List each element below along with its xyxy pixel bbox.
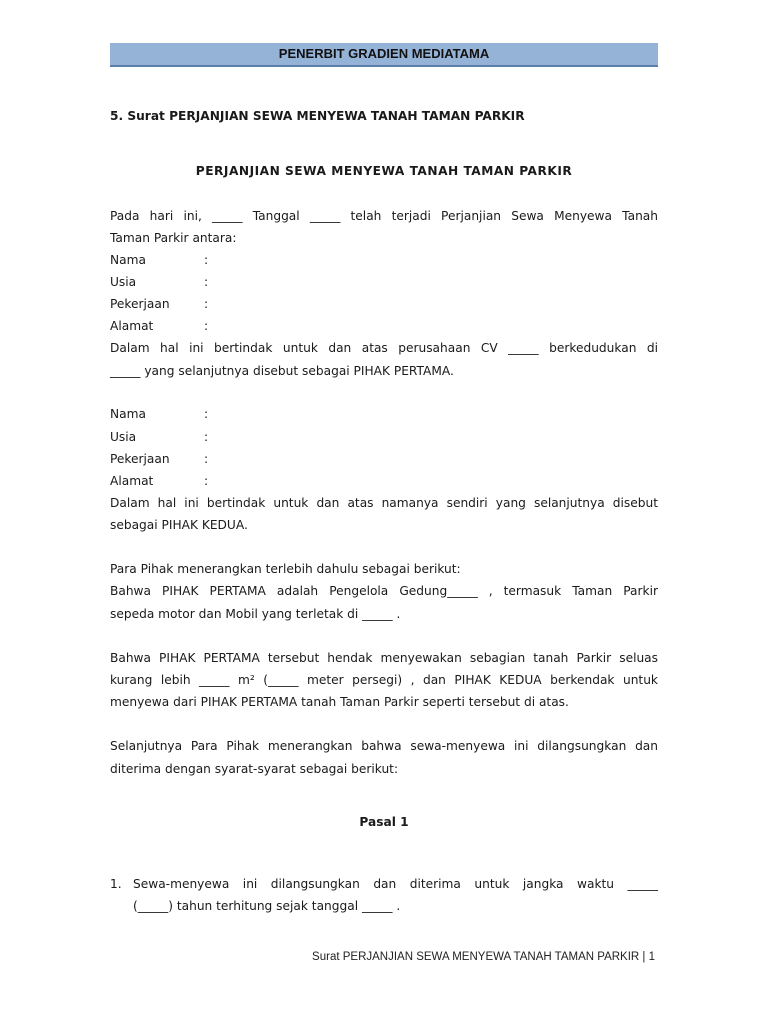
party2-field-usia: Usia : (110, 430, 209, 444)
publisher-header: PENERBIT GRADIEN MEDIATAMA (110, 43, 658, 67)
section-title: 5. Surat PERJANJIAN SEWA MENYEWA TANAH TAMAN PARKIR (110, 109, 525, 123)
recital1-line-2: sepeda motor dan Mobil yang terletak di _____ . (110, 607, 401, 621)
party1-field-pekerjaan: Pekerjaan : (110, 297, 209, 311)
party1-desc-line-1: Dalam hal ini bertindak untuk dan atas perusahaan CV _____ berkedudukan di (110, 341, 658, 355)
party2-field-alamat: Alamat : (110, 474, 209, 488)
party2-field-pekerjaan: Pekerjaan : (110, 452, 209, 466)
page-footer: Surat PERJANJIAN SEWA MENYEWA TANAH TAMAN PARKIR | 1 (312, 951, 655, 963)
intro-line-1: Pada hari ini, _____ Tanggal _____ telah terjadi Perjanjian Sewa Menyewa Tanah (110, 209, 658, 223)
recital3-line-2: diterima dengan syarat-syarat sebagai berikut: (110, 762, 399, 776)
party1-field-alamat: Alamat : (110, 319, 209, 333)
pasal-item-number: 1. (110, 877, 122, 891)
recital3-line-1: Selanjutnya Para Pihak menerangkan bahwa sewa-menyewa ini dilangsungkan dan (110, 739, 658, 753)
party2-desc-line-1: Dalam hal ini bertindak untuk dan atas namanya sendiri yang selanjutnya disebut (110, 496, 658, 510)
recitals-intro: Para Pihak menerangkan terlebih dahulu sebagai berikut: (110, 562, 461, 576)
intro-line-2: Taman Parkir antara: (110, 231, 237, 245)
party1-desc-line-2: _____ yang selanjutnya disebut sebagai PIHAK PERTAMA. (110, 364, 454, 378)
pasal-title: Pasal 1 (359, 815, 409, 829)
recital2-line-2: kurang lebih _____ m² (_____ meter persegi) , dan PIHAK KEDUA berkendak untuk (110, 673, 658, 687)
pasal-item-line-1: Sewa-menyewa ini dilangsungkan dan diterima untuk jangka waktu _____ (133, 877, 658, 891)
recital1-line-1: Bahwa PIHAK PERTAMA adalah Pengelola Gedung_____ , termasuk Taman Parkir (110, 584, 658, 598)
party2-field-nama: Nama : (110, 407, 209, 421)
party2-desc-line-2: sebagai PIHAK KEDUA. (110, 518, 248, 532)
recital2-line-3: menyewa dari PIHAK PERTAMA tanah Taman Parkir seperti tersebut di atas. (110, 695, 569, 709)
party1-field-nama: Nama : (110, 253, 209, 267)
document-title: PERJANJIAN SEWA MENYEWA TANAH TAMAN PARKIR (195, 164, 573, 178)
recital2-line-1: Bahwa PIHAK PERTAMA tersebut hendak menyewakan sebagian tanah Parkir seluas (110, 651, 658, 665)
pasal-item-line-2: (_____) tahun terhitung sejak tanggal _____ . (133, 899, 401, 913)
party1-field-usia: Usia : (110, 275, 209, 289)
